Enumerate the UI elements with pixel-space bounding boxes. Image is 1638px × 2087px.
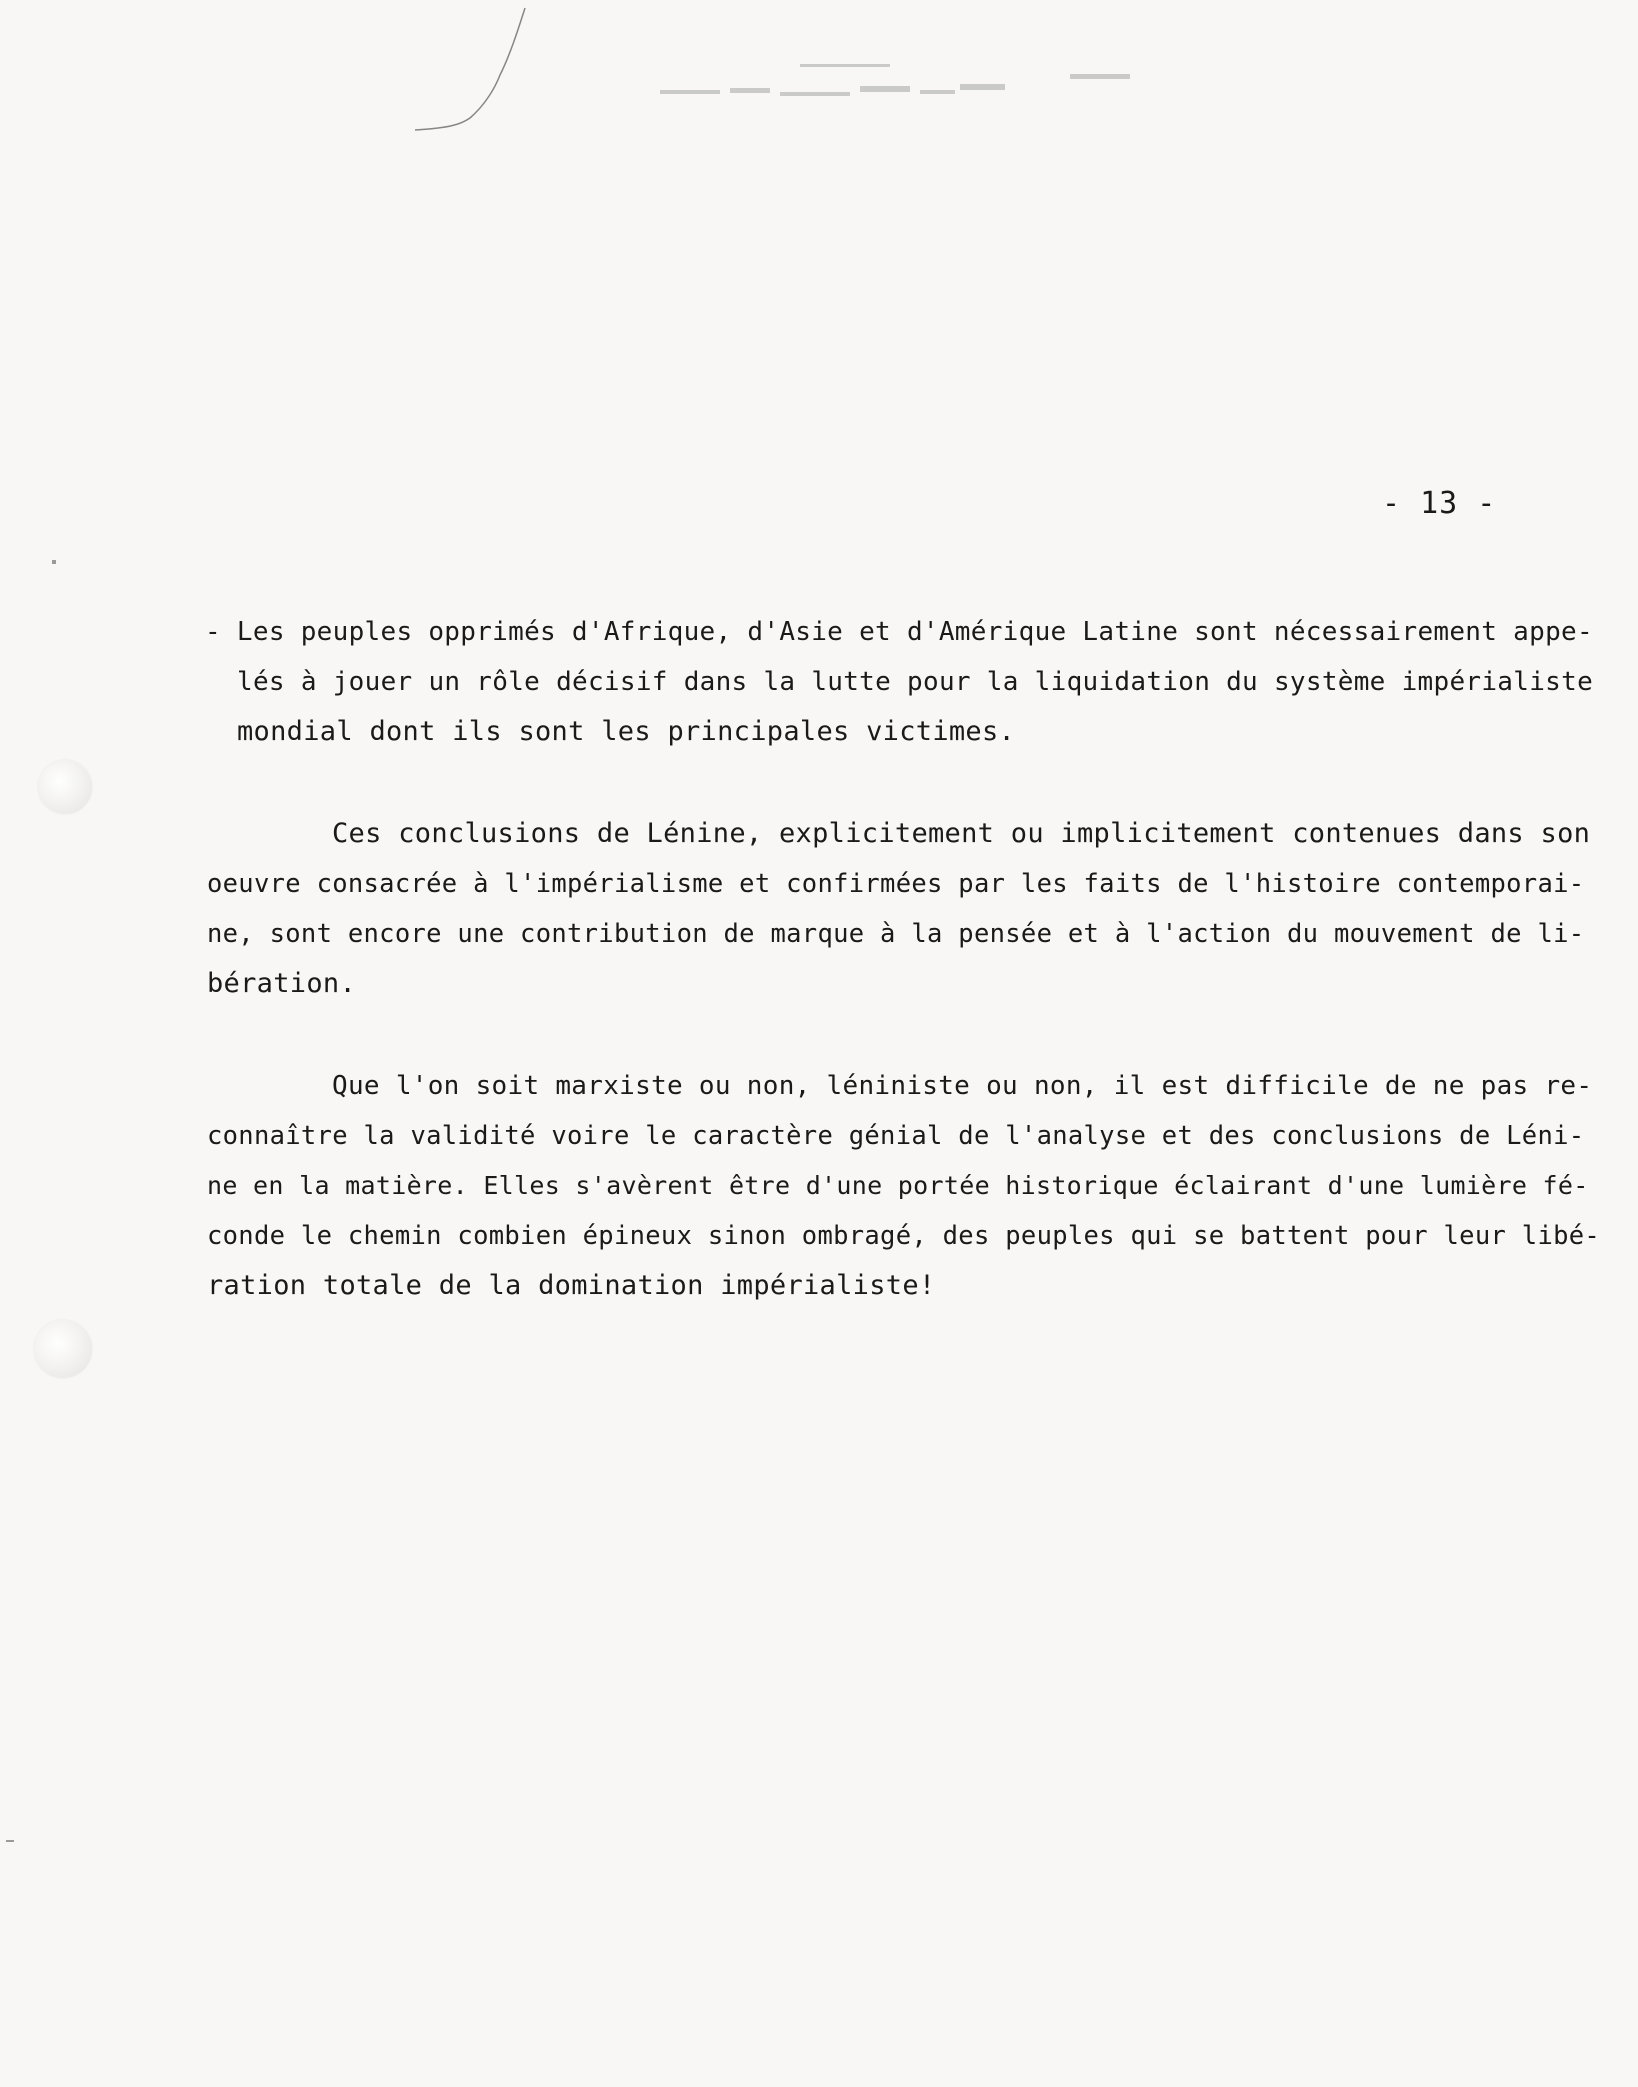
paragraph-2-line: oeuvre consacrée à l'impérialisme et confirmées par les faits de l'histoire contemporai- xyxy=(207,869,1585,899)
page-number: - 13 - xyxy=(1382,486,1497,521)
punch-hole xyxy=(34,1320,92,1378)
smudge-mark xyxy=(650,60,1170,130)
paragraph-3-line: connaître la validité voire le caractère génial de l'analyse et des conclusions de Léni- xyxy=(207,1121,1585,1151)
pen-stroke-mark xyxy=(400,0,540,140)
paragraph-3-line: ration totale de la domination impérialiste! xyxy=(207,1270,936,1301)
paragraph-2-line: ne, sont encore une contribution de marque à la pensée et à l'action du mouvement de li- xyxy=(207,919,1585,949)
paragraph-1-line: mondial dont ils sont les principales victimes. xyxy=(237,716,1016,747)
edge-mark xyxy=(6,1840,14,1842)
edge-mark xyxy=(52,560,56,564)
punch-hole xyxy=(38,760,92,814)
paragraph-2-line: Ces conclusions de Lénine, explicitement ou implicitement contenues dans son xyxy=(332,818,1591,849)
paragraph-3-line: conde le chemin combien épineux sinon ombragé, des peuples qui se battent pour leur libé- xyxy=(207,1221,1601,1251)
paragraph-3-line: ne en la matière. Elles s'avèrent être d'une portée historique éclairant d'une lumière fé- xyxy=(207,1171,1589,1200)
paragraph-1-line: lés à jouer un rôle décisif dans la lutte pour la liquidation du système impérialiste xyxy=(237,667,1594,697)
paragraph-1-line: - Les peuples opprimés d'Afrique, d'Asie et d'Amérique Latine sont nécessairement appe- xyxy=(205,617,1593,647)
paragraph-2-line: bération. xyxy=(207,968,356,999)
paragraph-3-line: Que l'on soit marxiste ou non, léniniste ou non, il est difficile de ne pas re- xyxy=(332,1071,1593,1101)
